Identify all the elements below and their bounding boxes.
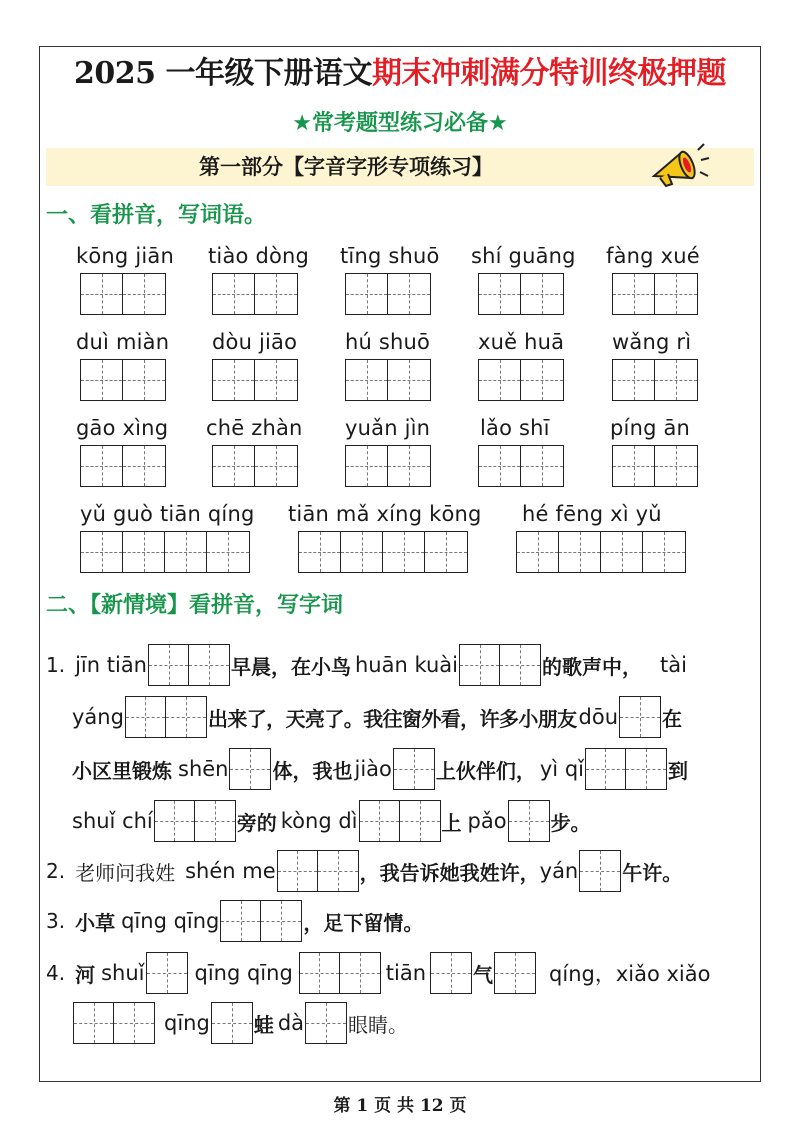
writing-grid[interactable] bbox=[612, 273, 698, 315]
subtitle: ★常考题型练习必备★ bbox=[292, 111, 508, 136]
pinyin-label: dòu jiāo bbox=[212, 330, 298, 354]
writing-grid[interactable] bbox=[579, 850, 621, 892]
page-title bbox=[39, 52, 761, 96]
writing-grid[interactable] bbox=[212, 445, 298, 487]
pinyin-label: shí guāng bbox=[471, 244, 576, 268]
question-text: 上 bbox=[441, 810, 462, 835]
pinyin-label: tiào dòng bbox=[208, 244, 310, 268]
pinyin-text: qīng bbox=[164, 1011, 210, 1035]
pinyin-label: duì miàn bbox=[76, 330, 170, 354]
pinyin-label: hé fēng xì yǔ bbox=[522, 502, 662, 526]
question-text: 小草 bbox=[75, 910, 116, 935]
writing-grid[interactable] bbox=[211, 1002, 253, 1044]
question-text: 午许。 bbox=[622, 860, 683, 885]
pinyin-label: kōng jiān bbox=[76, 244, 174, 268]
writing-grid[interactable] bbox=[212, 273, 298, 315]
question-text: 体，我也 bbox=[272, 758, 353, 783]
pinyin-label: tiān mǎ xíng kōng bbox=[288, 502, 482, 526]
pinyin-text: shuǐ chí bbox=[72, 809, 153, 833]
question-text: 的歌声中， bbox=[542, 654, 643, 679]
pinyin-text: yán bbox=[539, 859, 579, 883]
pinyin-text: jiào bbox=[354, 757, 392, 781]
pinyin-text: tiān bbox=[385, 961, 427, 985]
pinyin-text: pǎo bbox=[467, 809, 507, 833]
question-line bbox=[72, 692, 682, 742]
pinyin-text: dōu bbox=[578, 705, 619, 729]
pinyin-label: lǎo shī bbox=[480, 416, 550, 440]
writing-grid[interactable] bbox=[345, 359, 431, 401]
pinyin-label: fàng xué bbox=[606, 244, 700, 268]
pinyin-text: qīng qīng bbox=[194, 961, 293, 985]
question-text: ，我告诉她我姓许， bbox=[359, 860, 540, 885]
question-number: 1. bbox=[46, 653, 66, 677]
writing-grid[interactable] bbox=[478, 273, 564, 315]
writing-grid[interactable] bbox=[516, 531, 686, 573]
writing-grid[interactable] bbox=[430, 952, 472, 994]
title-red-part: 期末冲刺满分特训终极押题 bbox=[371, 56, 726, 91]
writing-grid[interactable] bbox=[585, 748, 667, 790]
writing-grid[interactable] bbox=[125, 696, 207, 738]
pinyin-text: shén me bbox=[185, 859, 276, 883]
writing-grid[interactable] bbox=[459, 644, 541, 686]
question-text: 河 bbox=[75, 962, 96, 987]
writing-grid[interactable] bbox=[73, 1002, 155, 1044]
pinyin-label: tīng shuō bbox=[340, 244, 440, 268]
writing-grid[interactable] bbox=[345, 445, 431, 487]
pinyin-label: yuǎn jìn bbox=[345, 416, 431, 440]
writing-grid[interactable] bbox=[80, 359, 166, 401]
question-line bbox=[72, 998, 408, 1048]
question-text: 到 bbox=[667, 758, 688, 783]
writing-grid[interactable] bbox=[148, 644, 230, 686]
writing-grid[interactable] bbox=[612, 445, 698, 487]
question-line bbox=[72, 744, 688, 794]
section2-heading: 二、【新情境】看拼音，写字词 bbox=[46, 593, 344, 618]
pinyin-label: xuě huā bbox=[478, 330, 565, 354]
question-text: ，足下留情。 bbox=[303, 910, 424, 935]
pinyin-text: qīng qīng bbox=[121, 909, 220, 933]
question-text: 蛙 bbox=[253, 1012, 274, 1037]
question-text: 小区里锻炼 bbox=[72, 758, 172, 783]
question-line bbox=[72, 796, 591, 846]
pinyin-text: kòng dì bbox=[280, 809, 358, 833]
question-text: 早晨，在小鸟 bbox=[231, 654, 351, 679]
question-number: 2. bbox=[46, 859, 66, 883]
pinyin-text: yì qǐ bbox=[539, 757, 584, 781]
pinyin-label: chē zhàn bbox=[206, 416, 303, 440]
question-text: 出来了，天亮了。我往窗外看，许多小朋友 bbox=[207, 706, 577, 731]
writing-grid[interactable] bbox=[80, 531, 250, 573]
pinyin-text: tài bbox=[660, 653, 687, 677]
page-footer: 第 1 页 共 12 页 bbox=[333, 1096, 467, 1116]
writing-grid[interactable] bbox=[612, 359, 698, 401]
title-black-part: 2025 一年级下册语文 bbox=[74, 56, 372, 91]
question-line bbox=[46, 640, 687, 690]
writing-grid[interactable] bbox=[305, 1002, 347, 1044]
pinyin-label: wǎng rì bbox=[612, 330, 692, 354]
part-title: 第一部分【字音字形专项练习】 bbox=[199, 154, 493, 179]
writing-grid[interactable] bbox=[212, 359, 298, 401]
writing-grid[interactable] bbox=[494, 952, 536, 994]
writing-grid[interactable] bbox=[298, 531, 468, 573]
question-text: 旁的 bbox=[236, 810, 277, 835]
pinyin-text: qíng，xiǎo xiǎo bbox=[549, 962, 711, 986]
writing-grid[interactable] bbox=[220, 900, 302, 942]
question-line bbox=[46, 948, 710, 998]
writing-grid[interactable] bbox=[80, 273, 166, 315]
pinyin-label: hú shuō bbox=[345, 330, 431, 354]
question-line bbox=[46, 846, 682, 896]
question-number: 3. bbox=[46, 909, 66, 933]
writing-grid[interactable] bbox=[277, 850, 359, 892]
writing-grid[interactable] bbox=[619, 696, 661, 738]
writing-grid[interactable] bbox=[229, 748, 271, 790]
writing-grid[interactable] bbox=[299, 952, 381, 994]
writing-grid[interactable] bbox=[393, 748, 435, 790]
question-text: 步。 bbox=[550, 810, 591, 835]
pinyin-text: yáng bbox=[72, 705, 124, 729]
section1-heading: 一、看拼音，写词语。 bbox=[46, 203, 267, 228]
writing-grid[interactable] bbox=[80, 445, 166, 487]
pinyin-text: shēn bbox=[178, 757, 229, 781]
writing-grid[interactable] bbox=[478, 445, 564, 487]
pinyin-text: shuǐ bbox=[101, 961, 145, 985]
pinyin-label: gāo xìng bbox=[76, 416, 169, 440]
question-text: 在 bbox=[662, 706, 683, 731]
megaphone-icon bbox=[648, 138, 710, 190]
writing-grid[interactable] bbox=[478, 359, 564, 401]
question-line bbox=[46, 896, 423, 946]
question-number: 4. bbox=[46, 961, 66, 985]
pinyin-label: píng ān bbox=[610, 416, 691, 440]
writing-grid[interactable] bbox=[508, 800, 550, 842]
writing-grid[interactable] bbox=[146, 952, 188, 994]
question-text: 上伙伴们， bbox=[435, 758, 536, 783]
pinyin-text: dà bbox=[277, 1011, 305, 1035]
question-text: 眼睛。 bbox=[348, 1012, 409, 1037]
writing-grid[interactable] bbox=[359, 800, 441, 842]
writing-grid[interactable] bbox=[345, 273, 431, 315]
writing-grid[interactable] bbox=[154, 800, 236, 842]
pinyin-text: huān kuài bbox=[355, 653, 459, 677]
pinyin-label: yǔ guò tiān qíng bbox=[80, 502, 255, 526]
pinyin-text: jīn tiān bbox=[75, 653, 147, 677]
question-text: 老师问我姓 bbox=[75, 860, 176, 885]
question-text: 气 bbox=[473, 962, 494, 987]
